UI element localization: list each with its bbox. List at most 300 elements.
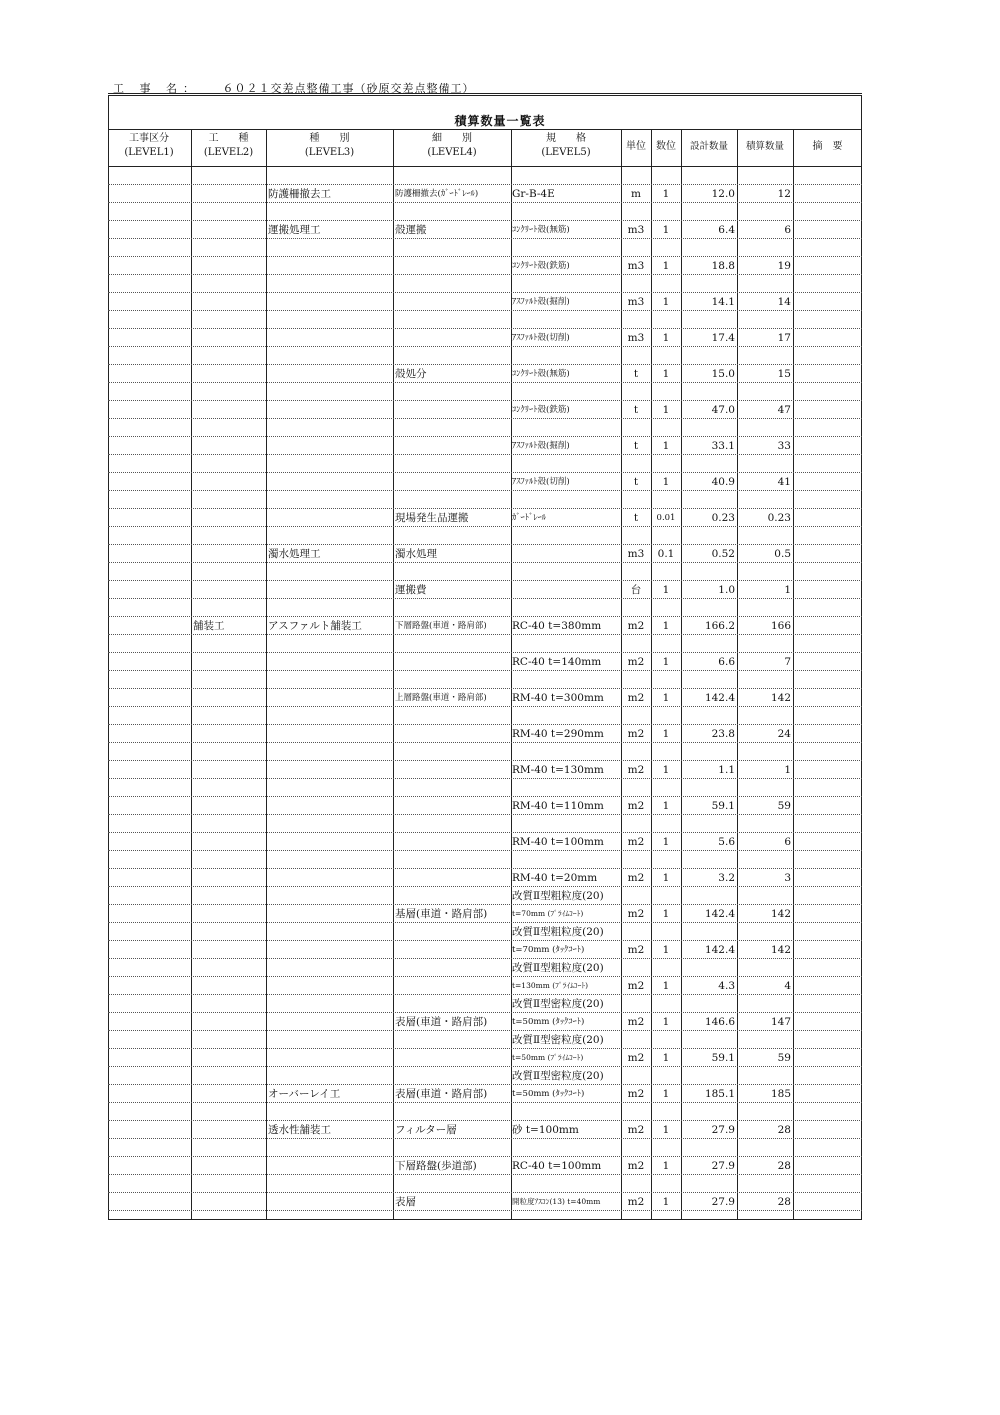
cell-l2	[193, 977, 265, 994]
cell-l3	[268, 293, 392, 310]
table-row	[108, 959, 862, 977]
cell-l3	[268, 473, 392, 490]
cell-l2	[193, 275, 265, 292]
cell-design: 146.6	[704, 1016, 735, 1028]
table-row	[108, 1049, 862, 1067]
cell-l2	[193, 1049, 265, 1066]
cell-design	[681, 491, 735, 508]
cell-l3: 濁水処理工	[268, 548, 321, 560]
cell-l1	[110, 563, 188, 580]
cell-unit: t	[633, 368, 639, 380]
table-row	[108, 239, 862, 257]
cell-unit: m2	[627, 1160, 645, 1172]
table-row	[108, 689, 862, 707]
cell-calc: 59	[777, 800, 791, 812]
cell-calc	[737, 275, 791, 292]
cell-l1	[110, 167, 188, 184]
title-divider	[108, 129, 862, 130]
cell-calc: 0.23	[767, 512, 791, 524]
cell-l2	[193, 167, 265, 184]
cell-design: 0.52	[711, 548, 735, 560]
cell-l4	[395, 401, 511, 418]
cell-l5: ｱｽﾌｧﾙﾄ殻(切削)	[512, 333, 570, 343]
cell-digit	[651, 995, 681, 1012]
cell-l2	[193, 257, 265, 274]
cell-l4	[395, 887, 511, 904]
table-row	[108, 509, 862, 527]
cell-unit	[621, 383, 651, 400]
cell-calc	[737, 959, 791, 976]
cell-l5	[512, 563, 620, 580]
cell-unit: m2	[627, 1052, 645, 1064]
cell-l5	[512, 203, 620, 220]
cell-l3	[268, 383, 392, 400]
cell-l3: アスファルト舗装工	[268, 620, 362, 632]
cell-calc	[737, 1175, 791, 1192]
cell-l3	[268, 1157, 392, 1174]
cell-note	[795, 1139, 861, 1156]
cell-design: 14.1	[711, 296, 735, 308]
cell-calc	[737, 1103, 791, 1120]
cell-l1	[110, 509, 188, 526]
cell-l4	[395, 491, 511, 508]
cell-digit: 1	[662, 800, 670, 812]
cell-l2	[193, 743, 265, 760]
cell-design	[681, 347, 735, 364]
table-row	[108, 185, 862, 203]
cell-l2	[193, 347, 265, 364]
cell-l5: 改質Ⅱ型密粒度(20)	[512, 1070, 604, 1082]
cell-l4	[395, 293, 511, 310]
column-header-remarks: 摘 要	[812, 141, 843, 152]
cell-l5: 砂 t=100mm	[512, 1124, 579, 1136]
cell-l3	[268, 995, 392, 1012]
cell-l4	[395, 1139, 511, 1156]
cell-l1	[110, 959, 188, 976]
cell-l2	[193, 1013, 265, 1030]
cell-unit: t	[633, 512, 639, 524]
cell-l4	[395, 437, 511, 454]
cell-design	[681, 527, 735, 544]
cell-design: 0.23	[711, 512, 735, 524]
cell-unit: m	[631, 188, 641, 200]
cell-note	[795, 1175, 861, 1192]
cell-note	[795, 617, 861, 634]
cell-l4: 下層路盤(車道・路肩部)	[395, 621, 487, 631]
cell-digit	[651, 419, 681, 436]
cell-design	[681, 383, 735, 400]
cell-l2: 舗装工	[193, 620, 225, 632]
cell-l4	[395, 815, 511, 832]
cell-digit	[651, 527, 681, 544]
cell-note	[795, 815, 861, 832]
cell-design	[681, 167, 735, 184]
cell-l5: ｺﾝｸﾘｰﾄ殻(無筋)	[512, 369, 570, 379]
cell-l4: 殻運搬	[395, 224, 427, 236]
cell-l3: オーバーレイ工	[268, 1088, 341, 1100]
cell-l2	[193, 329, 265, 346]
cell-unit: m2	[627, 1124, 645, 1136]
table-row	[108, 257, 862, 275]
cell-digit: 1	[662, 440, 670, 452]
cell-l4	[395, 761, 511, 778]
cell-l4	[395, 455, 511, 472]
cell-l1	[110, 671, 188, 688]
cell-digit	[651, 383, 681, 400]
cell-l5: RM-40 t=300mm	[512, 692, 604, 704]
cell-l1	[110, 707, 188, 724]
cell-note	[795, 563, 861, 580]
cell-digit	[651, 311, 681, 328]
cell-design: 4.3	[718, 980, 735, 992]
cell-design: 15.0	[711, 368, 735, 380]
cell-l3: 運搬処理工	[268, 224, 321, 236]
cell-digit: 1	[662, 692, 670, 704]
table-row	[108, 941, 862, 959]
cell-design: 12.0	[711, 188, 735, 200]
cell-note	[795, 707, 861, 724]
cell-l4	[395, 419, 511, 436]
cell-note	[795, 635, 861, 652]
table-row	[108, 293, 862, 311]
cell-design: 6.6	[718, 656, 735, 668]
cell-note	[795, 437, 861, 454]
cell-unit: m2	[627, 944, 645, 956]
cell-l5: t=50mm (ﾀｯｸｺｰﾄ)	[512, 1017, 585, 1027]
cell-digit: 0.01	[656, 513, 676, 523]
cell-note	[795, 1085, 861, 1102]
cell-l2	[193, 1193, 265, 1210]
cell-l3	[268, 977, 392, 994]
cell-calc: 0.5	[774, 548, 791, 560]
cell-l3	[268, 1031, 392, 1048]
cell-l4	[395, 851, 511, 868]
cell-l2	[193, 527, 265, 544]
cell-unit: m2	[627, 1088, 645, 1100]
table-row	[108, 923, 862, 941]
project-name-label: 工 事 名：	[113, 82, 200, 95]
table-row	[108, 347, 862, 365]
cell-unit	[621, 887, 651, 904]
cell-design	[681, 599, 735, 616]
cell-l5	[512, 383, 620, 400]
column-header-calc-qty: 積算数量	[745, 141, 784, 152]
cell-digit: 0.1	[657, 548, 675, 560]
cell-l2	[193, 1157, 265, 1174]
cell-l4: フィルター層	[395, 1124, 457, 1136]
table-row	[108, 311, 862, 329]
cell-note	[795, 1193, 861, 1210]
cell-digit	[651, 491, 681, 508]
cell-l3	[268, 1013, 392, 1030]
cell-l3	[268, 563, 392, 580]
cell-calc: 33	[777, 440, 791, 452]
cell-calc: 166	[770, 620, 791, 632]
cell-l1	[110, 545, 188, 562]
cell-note	[795, 1103, 861, 1120]
table-row	[108, 635, 862, 653]
cell-l2	[193, 923, 265, 940]
cell-digit: 1	[662, 1052, 670, 1064]
cell-l3	[268, 203, 392, 220]
cell-digit: 1	[662, 188, 670, 200]
cell-unit	[621, 527, 651, 544]
cell-l2	[193, 671, 265, 688]
table-row	[108, 491, 862, 509]
cell-design: 33.1	[711, 440, 735, 452]
cell-l3	[268, 671, 392, 688]
cell-l3	[268, 869, 392, 886]
cell-l5: ｶﾞｰﾄﾞﾚｰﾙ	[512, 513, 547, 523]
cell-l3	[268, 167, 392, 184]
cell-unit	[621, 419, 651, 436]
cell-l4	[395, 257, 511, 274]
cell-l1	[110, 1031, 188, 1048]
cell-digit	[651, 743, 681, 760]
cell-l4	[395, 599, 511, 616]
table-body	[108, 167, 862, 1211]
cell-note	[795, 1067, 861, 1084]
project-name-value: ６０２１交差点整備工事（砂原交差点整備工）	[222, 82, 475, 95]
cell-l5: RM-40 t=130mm	[512, 764, 604, 776]
cell-unit: m2	[627, 728, 645, 740]
cell-calc: 142	[770, 908, 791, 920]
cell-unit	[621, 1103, 651, 1120]
cell-l3	[268, 905, 392, 922]
table-row	[108, 581, 862, 599]
cell-digit: 1	[662, 404, 670, 416]
table-row	[108, 1085, 862, 1103]
cell-unit	[621, 599, 651, 616]
table-row	[108, 833, 862, 851]
cell-l4	[395, 959, 511, 976]
cell-l4	[395, 707, 511, 724]
cell-l1	[110, 365, 188, 382]
cell-l4: 表層	[395, 1196, 416, 1208]
cell-l5: 改質Ⅱ型粗粒度(20)	[512, 890, 604, 902]
cell-l1	[110, 383, 188, 400]
table-row	[108, 473, 862, 491]
cell-design: 59.1	[711, 1052, 735, 1064]
cell-l3	[268, 707, 392, 724]
cell-calc	[737, 383, 791, 400]
cell-l5	[512, 671, 620, 688]
cell-calc	[737, 527, 791, 544]
cell-l1	[110, 329, 188, 346]
cell-unit	[621, 1139, 651, 1156]
cell-note	[795, 725, 861, 742]
cell-note	[795, 167, 861, 184]
cell-digit: 1	[662, 332, 670, 344]
cell-unit: m3	[627, 332, 645, 344]
cell-note	[795, 185, 861, 202]
cell-l1	[110, 581, 188, 598]
cell-l2	[193, 599, 265, 616]
table-row	[108, 1031, 862, 1049]
table-row	[108, 1157, 862, 1175]
cell-l3	[268, 815, 392, 832]
cell-unit	[621, 743, 651, 760]
cell-note	[795, 239, 861, 256]
cell-note	[795, 491, 861, 508]
cell-l3	[268, 1193, 392, 1210]
table-row	[108, 203, 862, 221]
cell-calc	[737, 1139, 791, 1156]
cell-l1	[110, 455, 188, 472]
cell-digit	[651, 923, 681, 940]
cell-l2	[193, 887, 265, 904]
cell-l1	[110, 689, 188, 706]
cell-l4	[395, 239, 511, 256]
table-row	[108, 527, 862, 545]
cell-l5	[512, 239, 620, 256]
cell-unit	[621, 851, 651, 868]
cell-unit: t	[633, 476, 639, 488]
cell-design: 23.8	[711, 728, 735, 740]
cell-l3	[268, 365, 392, 382]
cell-l1	[110, 257, 188, 274]
cell-l2	[193, 905, 265, 922]
cell-l5: t=70mm (ﾌﾟﾗｲﾑｺｰﾄ)	[512, 909, 584, 918]
table-row	[108, 401, 862, 419]
cell-digit: 1	[662, 620, 670, 632]
cell-design	[681, 743, 735, 760]
cell-l2	[193, 707, 265, 724]
cell-digit	[651, 671, 681, 688]
cell-l1	[110, 419, 188, 436]
cell-l3	[268, 419, 392, 436]
cell-l4: 運搬費	[395, 584, 427, 596]
table-row	[108, 1175, 862, 1193]
cell-l4	[395, 473, 511, 490]
cell-l3	[268, 509, 392, 526]
cell-l4	[395, 653, 511, 670]
cell-l1	[110, 617, 188, 634]
cell-l1	[110, 797, 188, 814]
cell-digit: 1	[662, 944, 670, 956]
cell-calc: 28	[777, 1160, 791, 1172]
cell-digit: 1	[662, 224, 670, 236]
cell-digit: 1	[662, 296, 670, 308]
cell-note	[795, 527, 861, 544]
cell-unit: t	[633, 440, 639, 452]
cell-l1	[110, 491, 188, 508]
cell-l2	[193, 491, 265, 508]
cell-calc	[737, 923, 791, 940]
cell-l3	[268, 959, 392, 976]
cell-l4	[395, 1103, 511, 1120]
cell-l1	[110, 977, 188, 994]
cell-l3	[268, 1175, 392, 1192]
table-row	[108, 1121, 862, 1139]
cell-design	[681, 563, 735, 580]
cell-calc	[737, 599, 791, 616]
cell-note	[795, 869, 861, 886]
cell-l5: t=130mm (ﾌﾟﾗｲﾑｺｰﾄ)	[512, 981, 589, 990]
cell-l4	[395, 869, 511, 886]
cell-unit	[621, 455, 651, 472]
cell-l2	[193, 293, 265, 310]
cell-note	[795, 833, 861, 850]
cell-unit	[621, 671, 651, 688]
cell-unit	[621, 923, 651, 940]
cell-l2	[193, 1175, 265, 1192]
cell-l4: 殻処分	[395, 368, 427, 380]
cell-design: 27.9	[711, 1124, 735, 1136]
cell-design	[681, 815, 735, 832]
cell-digit: 1	[662, 476, 670, 488]
cell-unit	[621, 311, 651, 328]
cell-l1	[110, 1103, 188, 1120]
cell-calc	[737, 707, 791, 724]
cell-note	[795, 581, 861, 598]
cell-design	[681, 635, 735, 652]
cell-digit	[651, 635, 681, 652]
cell-l3	[268, 581, 392, 598]
cell-l1	[110, 1193, 188, 1210]
cell-design: 5.6	[718, 836, 735, 848]
cell-calc: 12	[777, 188, 791, 200]
cell-note	[795, 797, 861, 814]
cell-l3	[268, 725, 392, 742]
cell-note	[795, 887, 861, 904]
cell-l2	[193, 833, 265, 850]
cell-unit	[621, 1175, 651, 1192]
cell-digit	[651, 1031, 681, 1048]
cell-l3	[268, 743, 392, 760]
cell-digit: 1	[662, 836, 670, 848]
cell-l5: RM-40 t=20mm	[512, 872, 598, 884]
cell-design	[681, 1175, 735, 1192]
cell-l5	[512, 491, 620, 508]
cell-l5	[512, 851, 620, 868]
cell-calc	[737, 1067, 791, 1084]
cell-l5: ｺﾝｸﾘｰﾄ殻(鉄筋)	[512, 405, 570, 415]
cell-l5: ｺﾝｸﾘｰﾄ殻(無筋)	[512, 225, 570, 235]
cell-calc: 3	[784, 872, 791, 884]
cell-l2	[193, 1121, 265, 1138]
cell-l5	[512, 311, 620, 328]
cell-calc: 47	[777, 404, 791, 416]
cell-l2	[193, 851, 265, 868]
cell-unit	[621, 275, 651, 292]
cell-l4: 表層(車道・路肩部)	[395, 1016, 488, 1028]
table-row	[108, 365, 862, 383]
cell-unit	[621, 239, 651, 256]
cell-digit	[651, 563, 681, 580]
cell-l1	[110, 1175, 188, 1192]
cell-l2	[193, 635, 265, 652]
cell-calc	[737, 347, 791, 364]
cell-design	[681, 239, 735, 256]
cell-digit	[651, 851, 681, 868]
table-row	[108, 707, 862, 725]
cell-design: 142.4	[704, 908, 735, 920]
table-row	[108, 1139, 862, 1157]
cell-calc: 142	[770, 944, 791, 956]
cell-design	[681, 311, 735, 328]
cell-unit: m2	[627, 872, 645, 884]
table-row	[108, 671, 862, 689]
column-header-level4: 細 別 (LEVEL4)	[427, 133, 477, 158]
cell-design	[681, 923, 735, 940]
table-row	[108, 545, 862, 563]
column-header-level2: 工 種 (LEVEL2)	[203, 133, 254, 158]
table-row	[108, 221, 862, 239]
cell-l1	[110, 851, 188, 868]
cell-l4	[395, 203, 511, 220]
cell-note	[795, 653, 861, 670]
